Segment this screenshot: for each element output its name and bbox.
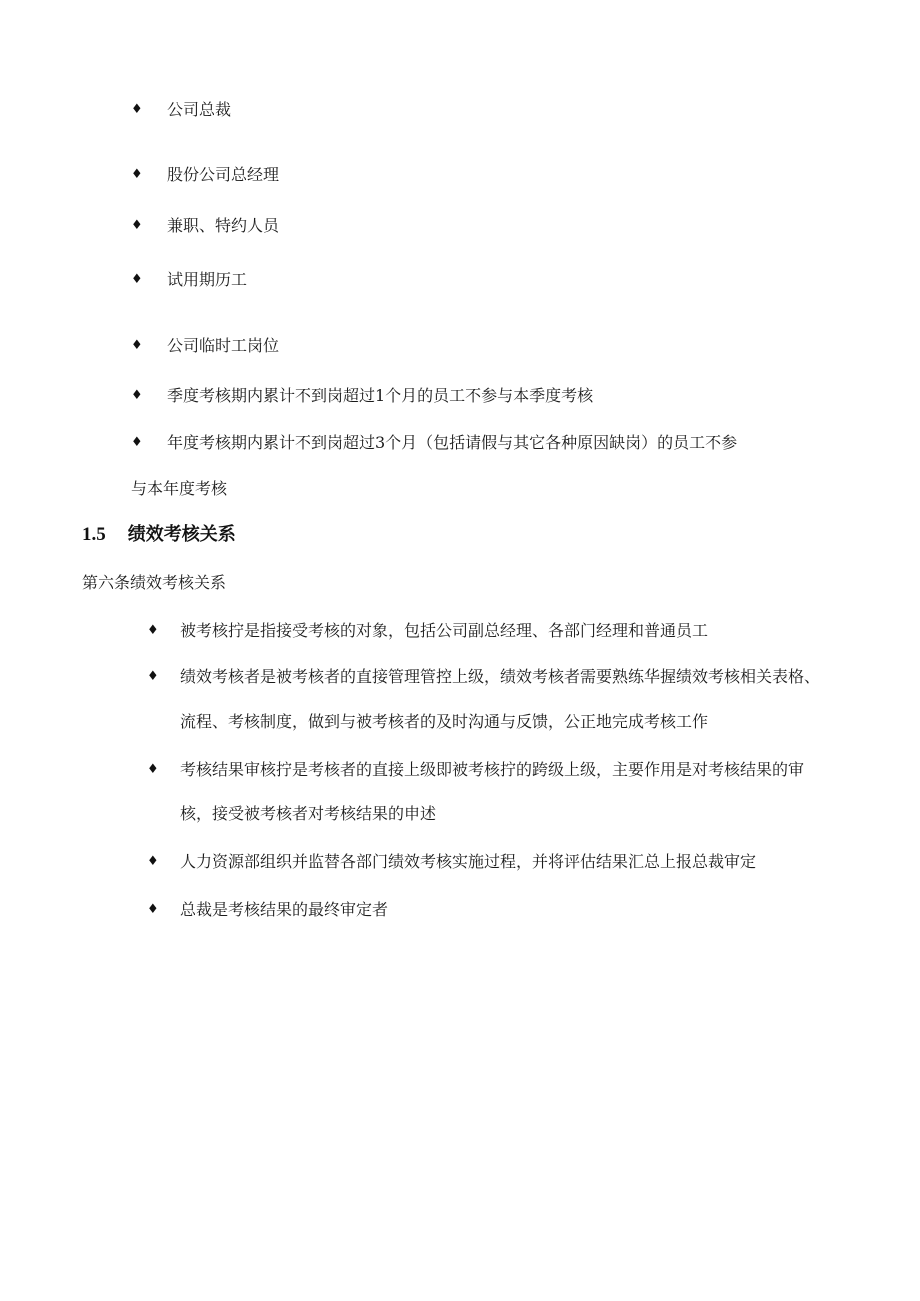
bullet-icon: ♦ <box>131 218 143 233</box>
list-item: 试用期历工 <box>167 270 248 289</box>
list-item: 季度考核期内累计不到岗超过1个月的员工不参与本季度考核 <box>167 386 594 405</box>
bullet-icon: ♦ <box>147 669 159 684</box>
bullet-icon: ♦ <box>131 102 143 117</box>
section-number: 1.5 <box>82 524 106 545</box>
article-title: 第六条绩效考核关系 <box>82 573 227 592</box>
list-item-continuation: 核，接受被考核者对考核结果的申述 <box>180 804 437 823</box>
bullet-icon: ♦ <box>147 902 159 917</box>
bullet-icon: ♦ <box>131 435 143 450</box>
list-item: 兼职、特约人员 <box>167 216 280 235</box>
list-item-continuation: 流程、考核制度，做到与被考核者的及时沟通与反馈，公正地完成考核工作 <box>180 712 709 731</box>
section-title: 绩效考核关系 <box>127 524 236 545</box>
list-item: 考核结果审核拧是考核者的直接上级即被考核拧的跨级上级，主要作用是对考核结果的审 <box>180 760 805 779</box>
list-item: 被考核拧是指接受考核的对象，包括公司副总经理、各部门经理和普通员工 <box>180 621 709 640</box>
bullet-icon: ♦ <box>131 388 143 403</box>
bullet-icon: ♦ <box>131 272 143 287</box>
bullet-icon: ♦ <box>131 338 143 353</box>
section-heading <box>82 524 236 546</box>
list-item: 公司总裁 <box>167 100 232 119</box>
list-item: 股份公司总经理 <box>167 165 280 184</box>
bullet-icon: ♦ <box>147 854 159 869</box>
bullet-icon: ♦ <box>147 762 159 777</box>
list-item: 总裁是考核结果的最终审定者 <box>180 900 389 919</box>
list-item: 公司临时工岗位 <box>167 336 280 355</box>
list-item-continuation: 与本年度考核 <box>131 479 228 498</box>
bullet-icon: ♦ <box>147 623 159 638</box>
bullet-icon: ♦ <box>131 167 143 182</box>
list-item: 年度考核期内累计不到岗超过3个月（包括请假与其它各种原因缺岗）的员工不参 <box>167 433 738 452</box>
list-item: 绩效考核者是被考核者的直接管理管控上级，绩效考核者需要熟练华握绩效考核相关表格、 <box>180 667 821 686</box>
list-item: 人力资源部组织并监替各部门绩效考核实施过程，并将评估结果汇总上报总裁审定 <box>180 852 757 871</box>
